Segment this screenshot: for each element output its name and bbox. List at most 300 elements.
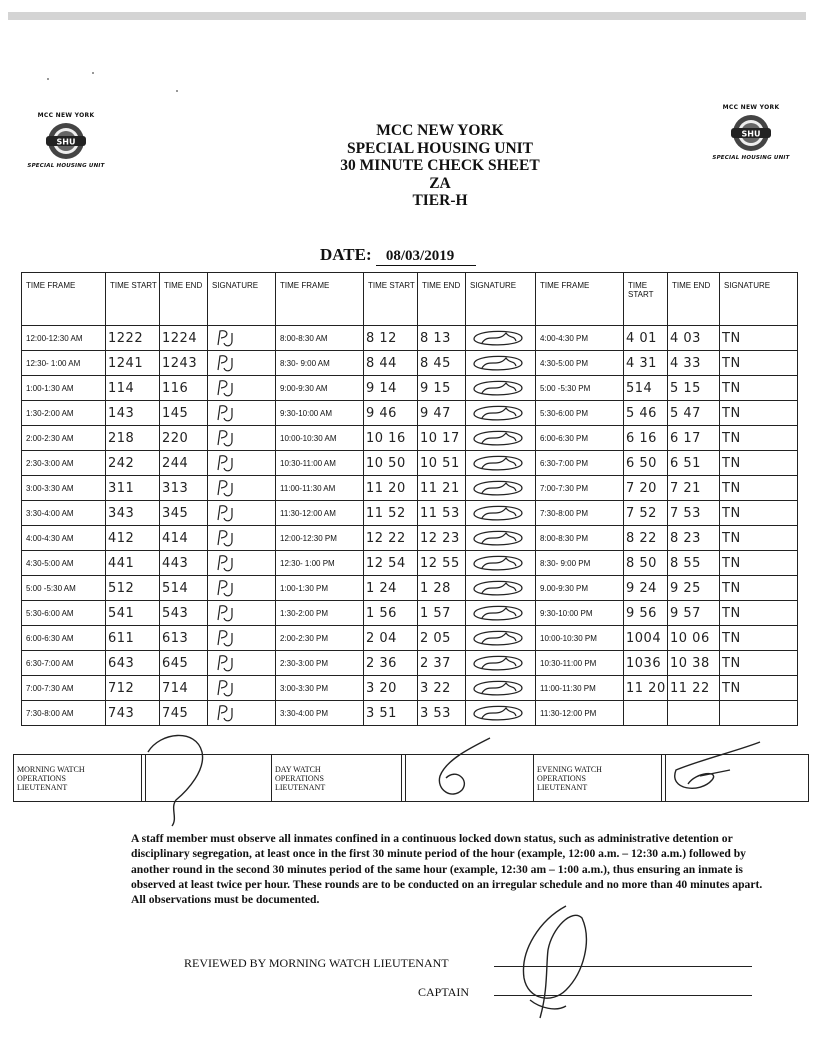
handwritten-value: 2 04 [366,630,397,646]
time-end-cell [418,576,466,601]
signature-cell [720,676,798,701]
handwritten-value: 4 33 [670,355,701,371]
handwritten-value: 1243 [162,355,198,371]
signature-cell [466,401,536,426]
handwritten-value: 9 46 [366,405,397,421]
handwritten-value: 441 [108,555,135,571]
time-end-cell [668,651,720,676]
handwritten-value: 12 23 [420,530,460,546]
signature-cell [466,601,536,626]
signature-scribble [468,477,528,499]
signature-cell [466,376,536,401]
handwritten-value: 7 52 [626,505,657,521]
time-frame-cell: 4:00-4:30 AM [22,526,106,551]
table-row [22,576,798,601]
time-frame-cell: 10:00-10:30 AM [276,426,364,451]
handwritten-value: 6 16 [626,430,657,446]
time-frame-cell: 5:30-6:00 PM [536,401,624,426]
handwritten-value: 114 [108,380,135,396]
time-frame-cell: 8:00-8:30 AM [276,326,364,351]
time-start-cell [106,626,160,651]
handwritten-value: 4 31 [626,355,657,371]
time-frame-cell: 6:30-7:00 PM [536,451,624,476]
title-line: ZA [429,174,451,192]
handwritten-value: 10 38 [670,655,710,671]
handwritten-value: 3 20 [366,680,397,696]
handwritten-value: 244 [162,455,189,471]
time-start-cell [624,476,668,501]
handwritten-value: 414 [162,530,189,546]
handwritten-value: 7 21 [670,480,701,496]
time-start-cell [624,551,668,576]
time-frame-cell: 11:00-11:30 AM [276,476,364,501]
handwritten-value: 11 22 [670,680,710,696]
time-end-cell [160,626,208,651]
time-frame-cell: 12:30- 1:00 PM [276,551,364,576]
handwritten-value: 3 22 [420,680,451,696]
time-start-cell [364,501,418,526]
time-end-cell [668,476,720,501]
time-end-cell [418,426,466,451]
handwritten-value: 514 [626,380,653,396]
time-start-cell [624,676,668,701]
scan-speck [47,78,49,80]
time-frame-cell: 12:00-12:30 PM [276,526,364,551]
handwritten-value: 12 55 [420,555,460,571]
handwritten-value: 242 [108,455,135,471]
signature-scribble [210,577,250,599]
time-frame-cell: 5:30-6:00 AM [22,601,106,626]
signature-scribble [468,452,528,474]
signature-cell [720,651,798,676]
time-end-cell [160,376,208,401]
time-start-cell [106,501,160,526]
time-start-cell [106,601,160,626]
check-sheet-table [21,272,798,726]
signature-cell [466,701,536,726]
signature-cell [466,626,536,651]
handwritten-value: 1241 [108,355,144,371]
column-header: TIME START [364,273,418,326]
time-start-cell [364,676,418,701]
time-frame-cell: 3:00-3:30 AM [22,476,106,501]
time-start-cell [106,351,160,376]
handwritten-value: 8 50 [626,555,657,571]
handwritten-value: 10 06 [670,630,710,646]
time-end-cell [160,701,208,726]
table-row [22,526,798,551]
handwritten-value: TN [722,680,741,696]
handwritten-value: 9 57 [670,605,701,621]
signature-cell [720,426,798,451]
signature-cell [208,376,276,401]
time-end-cell [668,401,720,426]
time-start-cell [624,601,668,626]
handwritten-value: 3 53 [420,705,451,721]
svg-text:SHU: SHU [741,129,761,139]
time-start-cell [364,426,418,451]
date-label: DATE: [320,245,372,264]
column-header: TIME END [160,273,208,326]
handwritten-value: 714 [162,680,189,696]
morning-watch-label [14,755,142,802]
handwritten-value: 9 56 [626,605,657,621]
handwritten-value: 5 15 [670,380,701,396]
signature-scribble [468,427,528,449]
time-frame-cell: 8:00-8:30 PM [536,526,624,551]
title-line: 30 MINUTE CHECK SHEET [340,157,540,174]
time-frame-cell: 10:30-11:00 PM [536,651,624,676]
handwritten-value: 443 [162,555,189,571]
time-start-cell [106,576,160,601]
table-row [22,326,798,351]
shu-emblem-icon [729,113,773,153]
handwritten-value: 1222 [108,330,144,346]
time-end-cell [418,501,466,526]
signature-cell [466,551,536,576]
time-frame-cell: 8:30- 9:00 PM [536,551,624,576]
handwritten-value: 220 [162,430,189,446]
time-end-cell [668,601,720,626]
signature-cell [720,576,798,601]
signature-scribble [210,427,250,449]
time-end-cell [668,351,720,376]
signature-scribble [210,627,250,649]
time-start-cell [624,576,668,601]
signature-cell [720,551,798,576]
handwritten-value: 412 [108,530,135,546]
lieutenant-signature-strip [13,754,809,802]
signature-cell [720,701,798,726]
signature-scribble [468,402,528,424]
label-line: OPERATIONS [17,773,66,783]
signature-scribble [210,502,250,524]
signature-cell [720,401,798,426]
column-header: TIME END [418,273,466,326]
time-frame-cell: 7:30-8:00 AM [22,701,106,726]
handwritten-value: 2 05 [420,630,451,646]
time-frame-cell: 4:30-5:00 AM [22,551,106,576]
time-start-cell [106,476,160,501]
table-row [22,401,798,426]
handwritten-value: 8 45 [420,355,451,371]
time-start-cell [624,401,668,426]
handwritten-value: 11 52 [366,505,406,521]
handwritten-value: 543 [162,605,189,621]
signature-cell [208,501,276,526]
handwritten-value: 9 14 [366,380,397,396]
handwritten-value: 116 [162,380,189,396]
time-end-cell [160,351,208,376]
time-start-cell [106,676,160,701]
time-end-cell [160,601,208,626]
logo-bottom-text: SPECIAL HOUSING UNIT [27,163,105,169]
handwritten-value: 9 24 [626,580,657,596]
signature-scribble [468,577,528,599]
signature-scribble [468,652,528,674]
signature-cell [720,326,798,351]
time-start-cell [106,701,160,726]
handwritten-value: 343 [108,505,135,521]
time-start-cell [364,576,418,601]
signature-scribble [210,652,250,674]
policy-paragraph: A staff member must observe all inmates confined in a continuous locked down status, such as administrative detention or disciplinary segregation, at least once in the first 30 minute period of the hour (example, 12:00 a.m. – 12:30 a.m.) followed by another round in the second 30 minutes period of the same hour (example, 12:30 am – 1:00 a.m.), thus ensuring an inmate is observed at least twice per hour. These rounds are to be conducted on an irregular schedule and no more than 40 minutes apart. All observations must be documented. [131,832,763,907]
column-header: TIME FRAME [276,273,364,326]
time-frame-cell: 9:30-10:00 PM [536,601,624,626]
time-frame-cell: 3:30-4:00 AM [22,501,106,526]
time-frame-cell: 4:00-4:30 PM [536,326,624,351]
table-header-row [22,273,798,326]
time-frame-cell: 6:00-6:30 AM [22,626,106,651]
time-start-cell [624,451,668,476]
signature-cell [466,326,536,351]
handwritten-value: TN [722,655,741,671]
signature-scribble [468,602,528,624]
table-row [22,476,798,501]
table-row [22,451,798,476]
handwritten-value: 4 03 [670,330,701,346]
handwritten-value: 7 20 [626,480,657,496]
time-frame-cell: 4:30-5:00 PM [536,351,624,376]
column-header: TIME START [624,273,668,326]
signature-cell [466,576,536,601]
time-end-cell [668,451,720,476]
table-row [22,651,798,676]
handwritten-value: 643 [108,655,135,671]
signature-cell [208,526,276,551]
signature-cell [208,476,276,501]
column-header: TIME END [668,273,720,326]
scan-top-bar [8,12,806,20]
handwritten-value: 313 [162,480,189,496]
scan-speck [176,90,178,92]
table-row [22,601,798,626]
time-end-cell [160,651,208,676]
handwritten-value: 1224 [162,330,198,346]
time-start-cell [624,651,668,676]
signature-cell [466,676,536,701]
handwritten-value: 4 01 [626,330,657,346]
time-start-cell [624,351,668,376]
time-start-cell [106,651,160,676]
shu-emblem-icon [44,121,88,161]
signature-scribble [210,352,250,374]
signature-scribble [210,527,250,549]
column-header: SIGNATURE [208,273,276,326]
handwritten-value: 6 50 [626,455,657,471]
time-start-cell [624,426,668,451]
signature-scribble [468,327,528,349]
time-end-cell [668,426,720,451]
signature-cell [208,701,276,726]
time-frame-cell: 1:30-2:00 AM [22,401,106,426]
signature-cell [208,651,276,676]
time-start-cell [106,551,160,576]
label-line: EVENING WATCH [537,764,602,774]
date-row [320,245,476,266]
time-start-cell [106,376,160,401]
time-start-cell [364,526,418,551]
time-start-cell [106,526,160,551]
signature-cell [208,576,276,601]
time-frame-cell: 12:30- 1:00 AM [22,351,106,376]
time-start-cell [364,601,418,626]
time-end-cell [160,576,208,601]
handwritten-value: 145 [162,405,189,421]
logo-top-text: MCC NEW YORK [37,112,95,119]
signature-cell [466,526,536,551]
handwritten-value: TN [722,630,741,646]
label-line: LIEUTENANT [17,782,68,792]
reviewed-signature-line [494,966,752,967]
time-frame-cell: 5:00 -5:30 AM [22,576,106,601]
time-end-cell [418,676,466,701]
table-row [22,676,798,701]
signature-cell [466,426,536,451]
time-end-cell [160,551,208,576]
handwritten-value: 1004 [626,630,662,646]
time-start-cell [364,376,418,401]
evening-watch-label [534,755,662,802]
handwritten-value: 8 23 [670,530,701,546]
signature-scribble [468,377,528,399]
signature-cell [466,451,536,476]
handwritten-value: 11 20 [626,680,666,696]
time-frame-cell: 11:00-11:30 PM [536,676,624,701]
time-start-cell [624,701,668,726]
time-end-cell [160,476,208,501]
handwritten-value: 743 [108,705,135,721]
handwritten-value: 10 17 [420,430,460,446]
time-frame-cell: 7:30-8:00 PM [536,501,624,526]
handwritten-value: 613 [162,630,189,646]
handwritten-value: 1 56 [366,605,397,621]
column-header: SIGNATURE [466,273,536,326]
time-end-cell [418,476,466,501]
handwritten-value: 645 [162,655,189,671]
handwritten-value: 11 20 [366,480,406,496]
label-line: MORNING WATCH [17,764,85,774]
signature-cell [720,351,798,376]
signature-cell [208,426,276,451]
signature-scribble [210,552,250,574]
time-frame-cell: 3:00-3:30 PM [276,676,364,701]
title-line: MCC NEW YORK [376,122,504,139]
time-end-cell [668,501,720,526]
time-start-cell [106,451,160,476]
signature-cell [208,601,276,626]
time-start-cell [364,451,418,476]
shu-logo-right [705,104,797,161]
handwritten-value: 1036 [626,655,662,671]
column-header: TIME START [106,273,160,326]
column-header: SIGNATURE [720,273,798,326]
shu-logo-left [20,112,112,169]
handwritten-value: 3 51 [366,705,397,721]
time-end-cell [418,451,466,476]
time-end-cell [418,651,466,676]
evening-watch-signature-box [666,755,809,802]
signature-cell [208,326,276,351]
signature-scribble [468,702,528,724]
time-frame-cell: 10:00-10:30 PM [536,626,624,651]
time-start-cell [624,501,668,526]
handwritten-value: 1 57 [420,605,451,621]
signature-cell [720,526,798,551]
label-line: DAY WATCH [275,764,321,774]
document-title [250,122,630,210]
day-watch-signature-box [406,755,534,802]
column-header: TIME FRAME [22,273,106,326]
captain-signature-line [494,995,752,996]
time-start-cell [624,376,668,401]
handwritten-value: 2 37 [420,655,451,671]
signature-cell [208,626,276,651]
handwritten-value: 5 46 [626,405,657,421]
signature-scribble [210,677,250,699]
signature-cell [208,451,276,476]
table-row [22,351,798,376]
time-end-cell [668,551,720,576]
signature-scribble [468,352,528,374]
time-end-cell [668,701,720,726]
time-end-cell [418,401,466,426]
handwritten-value: 9 47 [420,405,451,421]
time-frame-cell: 8:30- 9:00 AM [276,351,364,376]
label-line: LIEUTENANT [537,782,588,792]
signature-scribble [468,527,528,549]
time-end-cell [418,701,466,726]
time-end-cell [418,601,466,626]
handwritten-value: TN [722,505,741,521]
handwritten-value: 6 51 [670,455,701,471]
time-start-cell [364,651,418,676]
time-start-cell [106,326,160,351]
handwritten-value: 712 [108,680,135,696]
handwritten-value: TN [722,380,741,396]
signature-scribble [210,402,250,424]
time-frame-cell: 3:30-4:00 PM [276,701,364,726]
handwritten-value: 6 17 [670,430,701,446]
time-start-cell [364,701,418,726]
signature-cell [208,551,276,576]
signature-cell [720,501,798,526]
handwritten-value: 345 [162,505,189,521]
time-start-cell [364,401,418,426]
handwritten-value: TN [722,555,741,571]
reviewer-signature [523,906,586,1018]
label-line: OPERATIONS [275,773,324,783]
handwritten-value: 12 22 [366,530,406,546]
time-start-cell [624,326,668,351]
handwritten-value: 8 13 [420,330,451,346]
time-frame-cell: 7:00-7:30 PM [536,476,624,501]
time-end-cell [160,526,208,551]
label-line: LIEUTENANT [275,782,326,792]
signature-cell [208,676,276,701]
time-start-cell [106,401,160,426]
day-watch-label [272,755,402,802]
signature-cell [466,476,536,501]
table-body [22,326,798,726]
time-frame-cell: 11:30-12:00 AM [276,501,364,526]
time-start-cell [624,526,668,551]
time-frame-cell: 9:00-9:30 AM [276,376,364,401]
handwritten-value: 8 22 [626,530,657,546]
handwritten-value: TN [722,330,741,346]
table-row [22,426,798,451]
signature-cell [208,351,276,376]
